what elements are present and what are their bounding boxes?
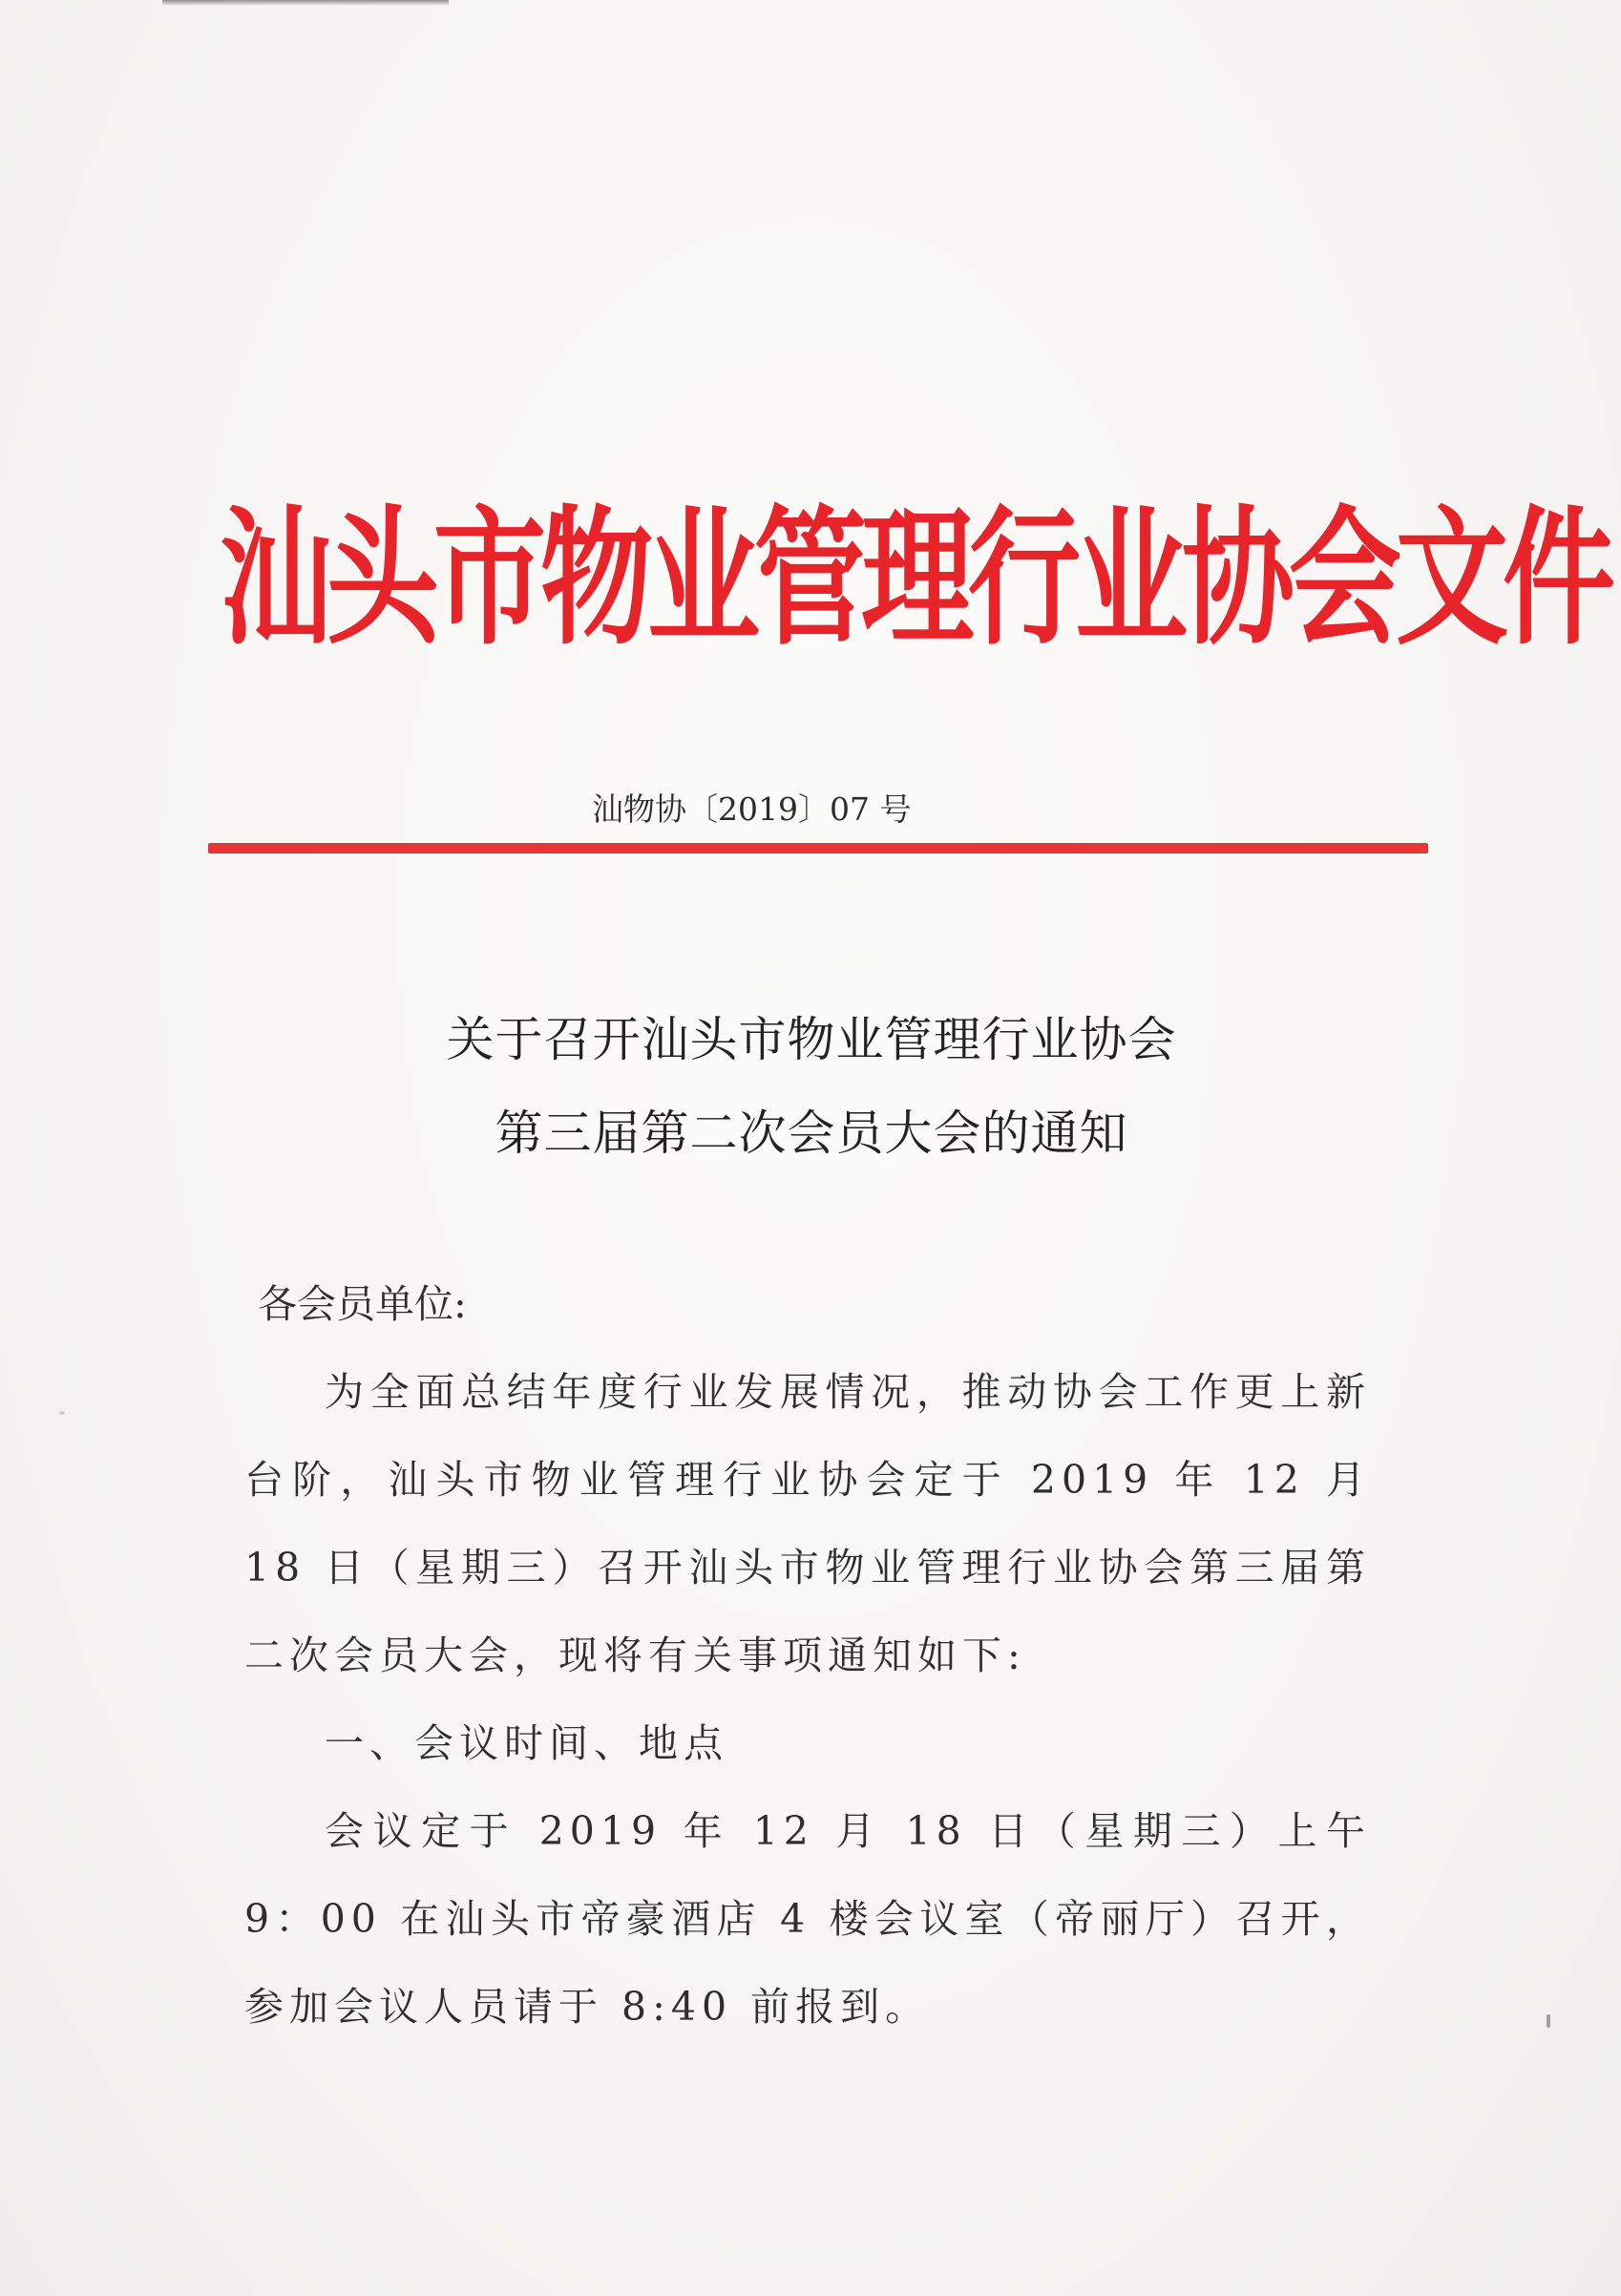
scan-speck — [59, 1411, 65, 1415]
red-divider-line — [208, 843, 1428, 853]
scan-speck — [1547, 2014, 1550, 2028]
notice-title-line-2: 第三届第二次会员大会的通知 — [495, 1106, 1128, 1161]
scan-edge-shadow — [162, 0, 449, 6]
notice-title-line-1: 关于召开汕头市物业管理行业协会 — [446, 1012, 1177, 1067]
notice-body — [244, 1260, 1371, 2051]
org-document-title: 汕头市物业管理行业协会文件 — [220, 490, 1610, 665]
notice-title — [191, 993, 1432, 1180]
salutation: 各会员单位: — [258, 1281, 467, 1327]
section-1-paragraph: 会议定于 2019 年 12 月 18 日（星期三）上午 9：00 在汕头市帝豪酒店 4 楼会议室（帝丽厅）召开，参加会议人员请于 8:40 前报到。 — [244, 1808, 1371, 2030]
intro-paragraph: 为全面总结年度行业发展情况，推动协会工作更上新台阶，汕头市物业管理行业协会定于 2019 年 12 月 18 日（星期三）召开汕头市物业管理行业协会第三届第二次会员大会，现将有关事项通知如下: — [244, 1369, 1371, 1678]
section-1-heading: 一、会议时间、地点 — [325, 1720, 728, 1766]
document-number: 汕物协〔2019〕07 号 — [592, 790, 912, 828]
